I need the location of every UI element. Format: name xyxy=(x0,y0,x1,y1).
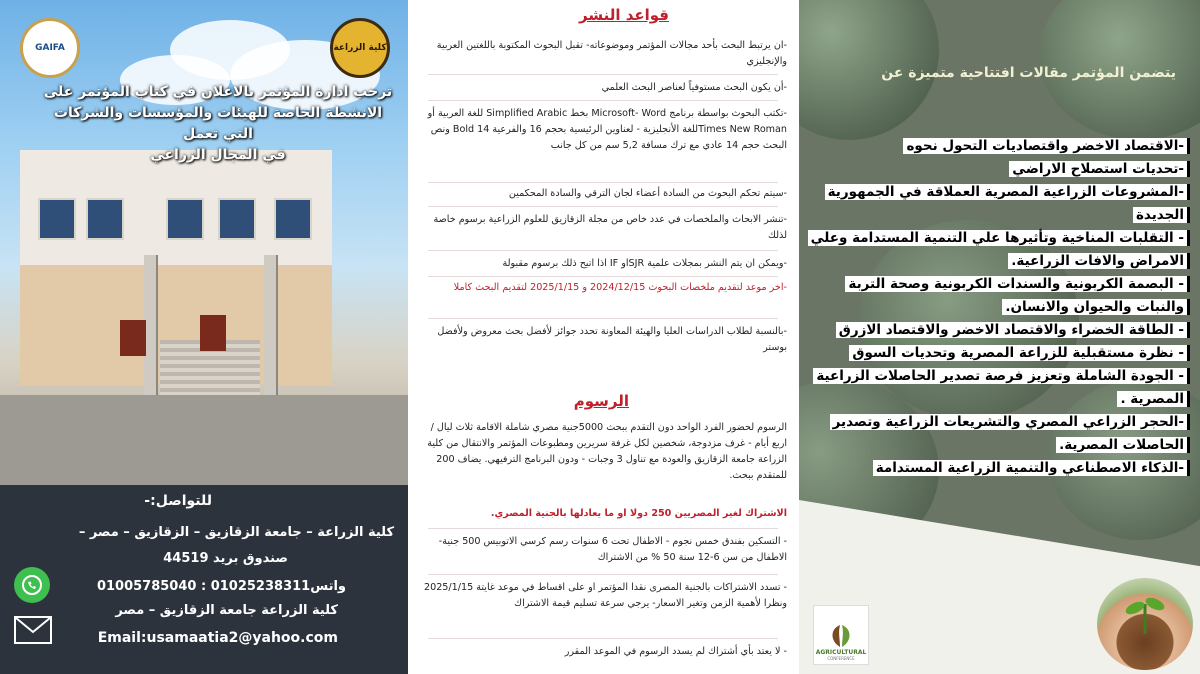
list-item: - الطاقة الخضراء والاقتصاد الاخضر والاقتصاد الازرق xyxy=(804,319,1190,342)
welcome-text xyxy=(38,82,398,166)
rule-3: -تكتب البحوث بواسطة برنامج Microsoft- Word بخط Simplified Arabic للغة العربية أو Times New Romanللغة الأنجليزية - لعناوين الرئيسية بحجم 16 والفرعية Bold 14 ونص البحث حجم 14 عادي مع ترك مسافة 5,2 سم من كل جانب xyxy=(427,108,787,151)
list-item: - نظرة مستقبلية للزراعة المصرية وتحديات السوق xyxy=(804,342,1190,365)
fee-payment: - تسدد الاشتراكات بالجنية المصرى نقدا المؤتمر او على اقساط في موعد غايتة 2025/1/15 ونظرا لأهمية الزمن وتغير الاسعار- يرجي سرعة تسليم قيمة الاشتراك xyxy=(423,582,787,609)
list-item: -الحجر الزراعي المصري والتشريعات الزراعية وتصدير الحاصلات المصرية. xyxy=(804,411,1190,457)
agricultural-conference-logo xyxy=(813,605,869,665)
keynotes-intro: يتضمن المؤتمر مقالات افتتاحية متميزة عن xyxy=(881,65,1176,81)
logo-text: AGRICULTURAL xyxy=(815,649,867,656)
fees-title: الرسوم xyxy=(573,392,629,410)
rule-2: -أن يكون البحث مستوفياً لعناصر البحث العلمي xyxy=(601,82,787,93)
welcome-line-1: ترحب ادارة المؤتمر بالاعلان في كتاب المؤتمر على xyxy=(43,84,393,100)
address-line-2: كلية الزراعة جامعة الزقازيق – مصر xyxy=(115,603,338,618)
left-panel xyxy=(0,0,408,674)
list-item: -الاقتصاد الاخضر واقتصاديات التحول نحوه xyxy=(804,135,1190,158)
list-item: -تحديات استصلاح الاراضي xyxy=(804,158,1190,181)
rule-8: -بالنسبة لطلاب الدراسات العليا والهيئة المعاونة تحدد جوائز لأفضل بحث معروض ولأفضل بوستر xyxy=(437,326,787,353)
fee-note: - لا يعتد بأي أشتراك لم يسدد الرسوم في الموعد المقرر xyxy=(564,646,787,657)
courtyard xyxy=(0,395,408,485)
list-item: - التقلبات المناخية وتأثيرها علي التنمية المستدامة وعلي الامراض والافات الزراعية. xyxy=(804,227,1190,273)
list-item: -المشروعات الزراعية المصرية العملاقة في الجمهورية الجديدة xyxy=(804,181,1190,227)
logo-subtext: CONFERENCE xyxy=(827,656,855,661)
welcome-line-2: الانشطة الخاصة للهيئات والمؤسسات والشركات التي تعمل xyxy=(53,105,383,142)
building xyxy=(20,150,332,405)
list-item: -الذكاء الاصطناعي والتنمية الزراعية المستدامة xyxy=(804,457,1190,480)
middle-panel xyxy=(408,0,799,674)
fee-foreigners: الاشتراك لغير المصريين 250 دولا او ما يعادلها بالجنية المصري. xyxy=(490,508,787,519)
rule-7-deadline: -اخر موعد لتقديم ملخصات البحوث 2024/12/15 و 2025/1/15 لتقديم البحث كاملا xyxy=(453,282,787,293)
rules-title: قواعد النشر xyxy=(579,6,669,24)
rule-5: -تنشر الابحاث والملخصات في عدد خاص من مجلة الزقازيق للعلوم الزراعية برسوم خاصة لذلك xyxy=(433,214,787,241)
fee-accommodation: - التسكين بفندق خمس نجوم - الاطفال تحت 6 سنوات رسم كرسي الاتوبيس 500 جنية- الاطفال من سن 6-12 سنة 50 % من الاشتراك xyxy=(438,536,787,563)
seedling-in-hands-image xyxy=(1097,578,1193,670)
rule-6: -ويمكن ان يتم النشر بمجلات علمية SJRاو IF اذا اتيح ذلك برسوم مقبولة xyxy=(502,258,787,269)
contact-title: للتواصل:- xyxy=(144,493,212,509)
address-line-1: كلية الزراعة – جامعة الزقازيق – الزقازيق – مصر – xyxy=(78,525,394,540)
list-item: - الجودة الشاملة وتعزيز فرصة تصدير الحاصلات الزراعية المصرية . xyxy=(804,365,1190,411)
email-link[interactable]: Email:usamaatia2@yahoo.com xyxy=(97,630,338,646)
university-seal: كلية الزراعة xyxy=(330,18,390,78)
welcome-line-3: في المجال الزراعي xyxy=(150,147,286,163)
right-panel xyxy=(799,0,1200,674)
rule-1: -ان يرتبط البحث بأحد مجالات المؤتمر وموضوعاته- تقبل البحوث المكتوبة باللغتين العربية والإنجليزي xyxy=(436,40,787,67)
gaifa-logo: GAIFA xyxy=(20,18,80,78)
rule-4: -سيتم تحكم البحوث من السادة أعضاء لجان الترقي والسادة المحكمين xyxy=(508,188,787,199)
list-item: - البصمة الكربونية والسندات الكربونية وصحة التربة والنبات والحيوان والانسان. xyxy=(804,273,1190,319)
keynote-topics-list xyxy=(804,135,1190,480)
po-box: صندوق بريد 44519 xyxy=(163,551,288,566)
phone-numbers[interactable]: واتس01025238311 : 01005785040 xyxy=(96,579,346,594)
whatsapp-icon[interactable] xyxy=(14,567,50,603)
contact-section xyxy=(0,485,408,674)
fee-attendance: الرسوم لحضور الفرد الواحد دون التقدم ببحث 5000جنية مصري شاملة الاقامة ثلاث ليال / اربع أيام - غرف مزدوجة، شخصين لكل غرفة سريرين ومطبوعات المؤتمر والانتقال من كلية الزراعة جامعة الزقازيق والعودة مع تناول 3 وجبات - ودون البرنامج الترفيهي. يضاف 200 للمتقدم ببحث. xyxy=(427,422,787,481)
leaf-icon xyxy=(826,623,856,649)
mail-icon[interactable] xyxy=(14,616,52,644)
